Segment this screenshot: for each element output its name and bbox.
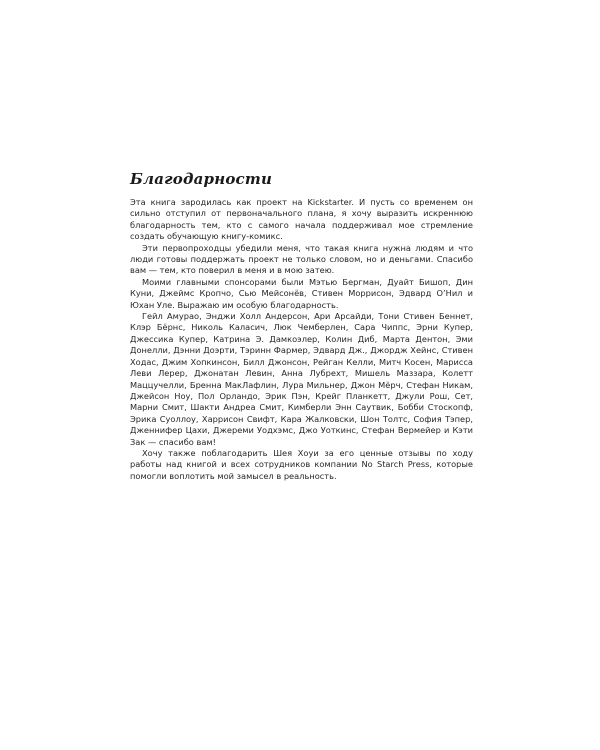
paragraph-backers-list: Гейл Амурао, Энджи Холл Андерсон, Ари Арсайди, Тони Стивен Беннет, Клэр Бёрнс, Николь Каласич, Люк Чемберлен, Сара Чиппс, Эрни Купер, Джессика Купер, Катрина Э. Дамкоэлер, Колин Диб, Марта Дентон, Эми Донелли, Дэнни Доэрти, Тэринн Фармер, Эдвард Дж., Джордж Хейнс, Стивен Ходас, Джим Хопкинсон, Билл Джонсон, Рейган Келли, Митч Косен, Марисса Леви Лерер, Джонатан Левин, Анна Лубрехт, Мишель Маззара, Колетт Маццучелли, Бренна МакЛафлин, Лура Мильнер, Джон Мёрч, Стефан Никам, Джейсон Ноу, Пол Орландо, Эрик Пэн, Крейг Планкетт, Джули Рош, Сет, Марни Смит, Шакти Андреа Смит, Кимберли Энн Саутвик, Бобби Стоскопф, Эрика Суоллоу, Харрисон Свифт, Кара Жалковски, Шон Толтс, София Тэпер, Дженнифер Цахи, Джереми Уодхэмс, Джо Уоткинс, Стефан Вермейер и Кэти Зак — спасибо вам! [130,311,473,447]
acknowledgements-section [130,170,473,482]
paragraph-intro: Эта книга зародилась как проект на Kickstarter. И пусть со временем он сильно отступил от первоначального плана, я хочу выразить искреннюю благодарность тем, кто с самого начала поддерживал мое стремление создать обучающую книгу-комикс. [130,197,473,242]
paragraph-pioneers: Эти первопроходцы убедили меня, что такая книга нужна людям и что люди готовы поддержать проект не только словом, но и деньгами. Спасибо вам — тем, кто поверил в меня и в мою затею. [130,242,473,276]
paragraph-main-sponsors: Моими главными спонсорами были Мэтью Бергман, Дуайт Бишоп, Дин Куни, Джеймс Кропчо, Сью Мейсонёв, Стивен Моррисон, Эдвард О’Нил и Юхан Уле. Выражаю им особую благодарность. [130,276,473,310]
section-heading: Благодарности [130,170,273,188]
paragraph-closing-thanks: Хочу также поблагодарить Шея Хоуи за его ценные отзывы по ходу работы над книгой и всех сотрудников компании No Starch Press, которые помогли воплотить мой замысел в реальность. [130,447,473,481]
